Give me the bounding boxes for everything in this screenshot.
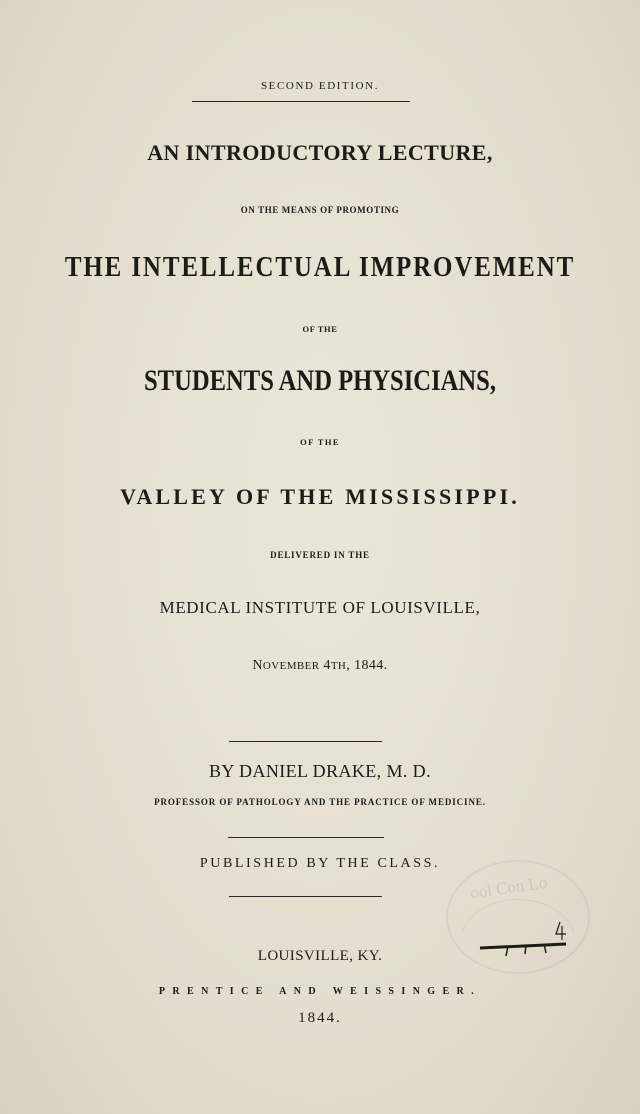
city-line: LOUISVILLE, KY. (257, 948, 383, 964)
professor-line: PROFESSOR OF PATHOLOGY AND THE PRACTICE OF MEDICINE. (154, 797, 486, 807)
means-of-promoting: ON THE MEANS OF PROMOTING (240, 205, 400, 215)
date-initial: N (252, 658, 263, 673)
of-the-2: OF THE (300, 437, 340, 447)
date-day: 4 (319, 658, 331, 673)
date-line (0, 658, 640, 674)
students-physicians-heading: STUDENTS AND PHYSICIANS, (143, 364, 497, 397)
rule-under-edition (192, 101, 410, 102)
date-year: , 1844. (346, 658, 388, 673)
published-by-class: PUBLISHED BY THE CLASS. (199, 856, 441, 871)
date-ordinal: TH (330, 660, 347, 672)
author-line: BY DANIEL DRAKE, M. D. (209, 761, 431, 781)
rule-above-author (229, 741, 382, 742)
of-the-1: OF THE (302, 324, 338, 334)
institute-line: MEDICAL INSTITUTE OF LOUISVILLE, (159, 598, 481, 617)
date-month-smallcaps: OVEMBER (262, 660, 320, 672)
handwritten-shelfmark (478, 920, 578, 970)
rule-above-city (229, 896, 382, 897)
year-line: 1844. (298, 1010, 342, 1026)
stamp-text: ool Con Lo (468, 872, 549, 903)
delivered-in-the: DELIVERED IN THE (270, 550, 370, 560)
valley-heading: VALLEY OF THE MISSISSIPPI. (120, 484, 520, 509)
rule-above-published (228, 837, 384, 838)
intellectual-improvement-heading: THE INTELLECTUAL IMPROVEMENT (64, 251, 576, 283)
printer-line: PRENTICE AND WEISSINGER. (158, 986, 482, 997)
lecture-title: AN INTRODUCTORY LECTURE, (147, 140, 493, 165)
edition-line: SECOND EDITION. (260, 80, 380, 92)
